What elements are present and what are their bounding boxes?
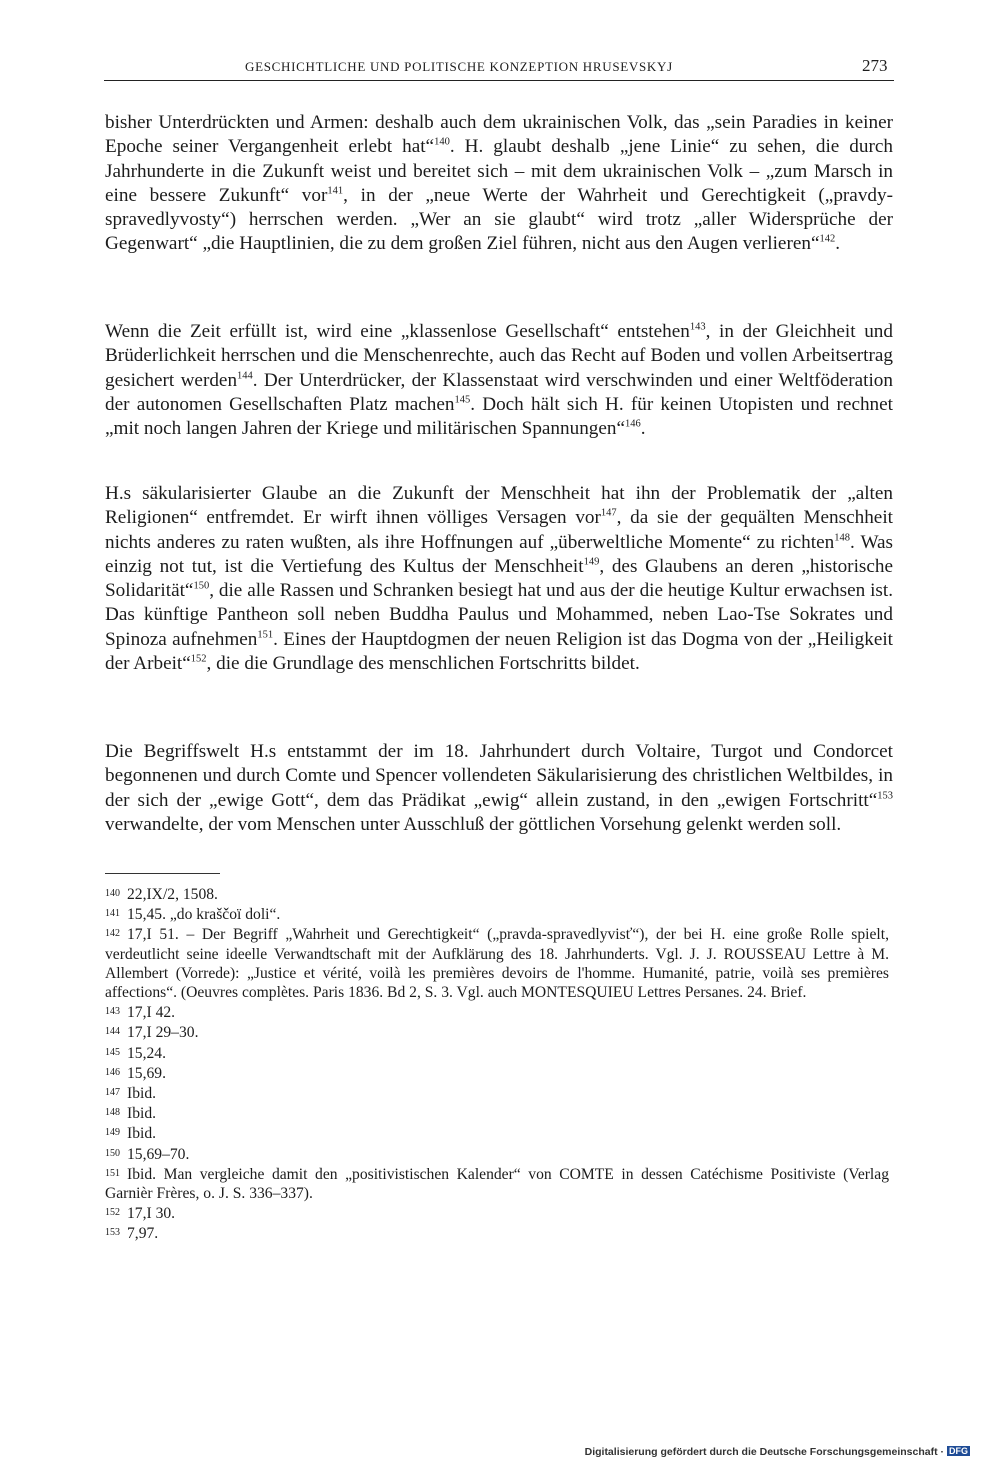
- text-run: verwandelte, der vom Menschen unter Ausschluß der göttlichen Vorsehung gelenkt werden soll.: [105, 813, 842, 835]
- text-run: , in der „neue Werte der Wahrheit und Gerechtigkeit („pravdy-spravedlyvosty“) herrschen werden. „Wer an sie glaubt“ wird trotz „aller Widersprüche der Gegenwart“ „die Hauptlinien, die zu dem großen Ziel führen, nicht aus den Augen verlieren“: [105, 184, 893, 255]
- text-run: Wenn die Zeit erfüllt ist, wird eine „klassenlose Gesellschaft“ entstehen: [105, 321, 690, 342]
- footnote-ref: 141: [327, 185, 344, 197]
- paragraph-3: [105, 482, 893, 676]
- footnote-number: 153: [105, 1227, 120, 1239]
- text-run: H.s säkularisierter Glaube an die Zukunft der Menschheit hat ihn der Problematik der „alten Religionen“ entfremdet. Er wirft ihnen völliges Versagen vor: [105, 483, 893, 529]
- footnote-separator: [105, 873, 220, 874]
- footnote-ref: 143: [689, 321, 706, 333]
- footnote: [105, 1083, 889, 1103]
- footnote-ref: 148: [834, 532, 850, 544]
- footnote-text: 17,I 30.: [127, 1205, 176, 1223]
- text-run: . Eines der Hauptdogmen der neuen Religion ist das Dogma von der „Heiligkeit der Arbeit“: [105, 628, 893, 675]
- text-run: .: [640, 418, 646, 440]
- footnote: [105, 1203, 889, 1223]
- running-header: GESCHICHTLICHE UND POLITISCHE KONZEPTION HRUSEVSKYJ: [245, 59, 673, 74]
- footnote-number: 144: [105, 1026, 120, 1038]
- footnote-text: 15,69–70.: [127, 1145, 190, 1163]
- header-rule: [104, 80, 894, 81]
- footnote-ref: 149: [583, 556, 600, 568]
- footnote-number: 142: [105, 928, 120, 940]
- footnote-ref: 152: [190, 653, 207, 665]
- footnote-number: 148: [105, 1107, 120, 1119]
- footnote-number: 150: [105, 1147, 120, 1159]
- text-run: . Doch hält sich H. für keinen Utopisten und rechnet „mit noch langen Jahren der Kriege und militärischen Spannungen“: [105, 393, 893, 440]
- footnote-ref: 153: [877, 790, 893, 802]
- footnote-number: 146: [105, 1066, 120, 1078]
- footnote-number: 152: [105, 1207, 120, 1219]
- credit-text: Digitalisierung gefördert durch die Deutsche Forschungsgemeinschaft ·: [584, 1446, 944, 1458]
- footnote: [105, 1164, 889, 1203]
- paragraph-4: [105, 740, 893, 837]
- text-run: .: [835, 233, 841, 255]
- paragraph-2: [105, 320, 893, 441]
- footnote-number: 151: [105, 1167, 120, 1179]
- footnote: [105, 924, 889, 1002]
- page-number: 273: [862, 56, 888, 75]
- footnote-ref: 147: [600, 507, 617, 519]
- paragraph-text: [105, 320, 893, 441]
- paragraph-text: [105, 111, 893, 257]
- footnote-text: 22,IX/2, 1508.: [127, 886, 218, 903]
- footnote: [105, 904, 889, 924]
- footnote-text: Ibid.: [127, 1105, 157, 1123]
- text-run: , in der Gleichheit und Brüderlichkeit herrschen und die Menschenrechte, auch das Recht auf Boden und vollen Arbeitsertrag gesichert werden: [105, 321, 893, 391]
- footnote-number: 147: [105, 1087, 120, 1099]
- footnote-text: 17,I 42.: [127, 1004, 176, 1022]
- footnote: [105, 1043, 889, 1063]
- footnote-number: 143: [105, 1006, 120, 1018]
- footnote: [105, 1002, 889, 1022]
- text-run: . H. glaubt deshalb „jene Linie“ zu sehen, die durch Jahrhunderte in die Zukunft weist und bereitet sich – mit dem ukrainischen Volk – „zum Marsch in eine bessere Zukunft“ vor: [105, 136, 893, 206]
- text-run: . Was einzig not tut, ist die Vertiefung des Kultus der Menschheit: [105, 531, 893, 577]
- footnote-number: 141: [105, 908, 120, 920]
- footnote: [105, 1144, 889, 1164]
- footnote-ref: 146: [625, 418, 641, 430]
- footnote: [105, 1063, 889, 1083]
- text-run: . Der Unterdrücker, der Klassenstaat wird verschwinden und einer Weltföderation der autonomen Gesellschaften Platz machen: [105, 369, 893, 415]
- text-run: , des Glaubens an deren „historische Solidarität“: [105, 555, 893, 602]
- footnote-text: 7,97.: [127, 1225, 159, 1243]
- footnote: [105, 884, 889, 904]
- paragraph-text: [105, 740, 893, 837]
- footnote-number: 145: [105, 1046, 120, 1058]
- footnote: [105, 1223, 889, 1243]
- footnote-text: 15,24.: [127, 1044, 166, 1062]
- footnote: [105, 1123, 889, 1143]
- text-run: , da sie der gequälten Menschheit nichts anderes zu raten wußten, als ihre Hoffnungen auf „überweltliche Momente“ zu richten: [105, 507, 893, 553]
- footnote-ref: 140: [434, 136, 450, 148]
- paragraph-text: [105, 482, 893, 676]
- footnote-text: Ibid.: [127, 1125, 157, 1143]
- digitization-credit: [585, 1446, 970, 1458]
- dfg-logo: DFG: [949, 1446, 968, 1456]
- footnote-text: 17,I 29–30.: [127, 1024, 199, 1042]
- footnote-text: 17,I 51. – Der Begriff „Wahrheit und Gerechtigkeit“ („pravda-spravedlyvisť“), der bei H. eine große Rolle spielt, verdeutlicht seine ideelle Verwandtschaft mit der Aufklärung des 18. Jahrhunderts. Vgl. J. J. ROUSSEAU Lettre à M. Allembert (Vorrede): „Justice et vérité, voilà les premières devoirs de l'homme. Humanité, patrie, voilà ses premières affections“. (Oeuvres complètes. Paris 1836. Bd 2, S. 3. Vgl. auch MONTESQUIEU Lettres Persanes. 24. Brief.: [105, 926, 889, 1002]
- footnote-text: 15,69.: [127, 1064, 166, 1082]
- footnote-ref: 142: [819, 234, 836, 246]
- footnote-ref: 151: [257, 629, 274, 641]
- footnote-text: Ibid. Man vergleiche damit den „positivistischen Kalender“ von COMTE in dessen Catéchisme Positiviste (Verlag Garnièr Frères, o. J. S. 336–337).: [105, 1165, 889, 1203]
- footnote-text: Ibid.: [127, 1085, 157, 1103]
- text-run: , die alle Rassen und Schranken besiegt hat und aus der die heutige Kultur erwachsen ist. Das künftige Pantheon soll neben Buddha Paulus und Mohammed, neben Lao-Tse Sokrates und Spinoza aufnehmen: [105, 580, 893, 650]
- footnote-number: 140: [105, 888, 120, 899]
- footnote-ref: 145: [454, 394, 471, 406]
- footnotes: [105, 884, 889, 1244]
- footnote: [105, 1103, 889, 1123]
- paragraph-1: [105, 111, 893, 257]
- text-run: , die die Grundlage des menschlichen Fortschritts bildet.: [206, 653, 640, 675]
- footnote-ref: 150: [193, 580, 210, 592]
- footnote-ref: 144: [237, 370, 253, 382]
- text-run: bisher Unterdrückten und Armen: deshalb auch dem ukrainischen Volk, das „sein Paradies in keiner Epoche seiner Vergangenheit erlebt hat“: [105, 112, 893, 158]
- footnote: [105, 1022, 889, 1042]
- text-run: Die Begriffswelt H.s entstammt der im 18. Jahrhundert durch Voltaire, Turgot und Condorcet begonnenen und durch Comte und Spencer vollendeten Säkularisierung des christlichen Weltbildes, in der sich der „ewige Gott“, dem das Prädikat „ewig“ allein zustand, in den „ewigen Fortschritt“: [105, 741, 893, 811]
- footnote-number: 149: [105, 1127, 120, 1139]
- footnote-text: 15,45. „do kraščoï doli“.: [127, 906, 281, 924]
